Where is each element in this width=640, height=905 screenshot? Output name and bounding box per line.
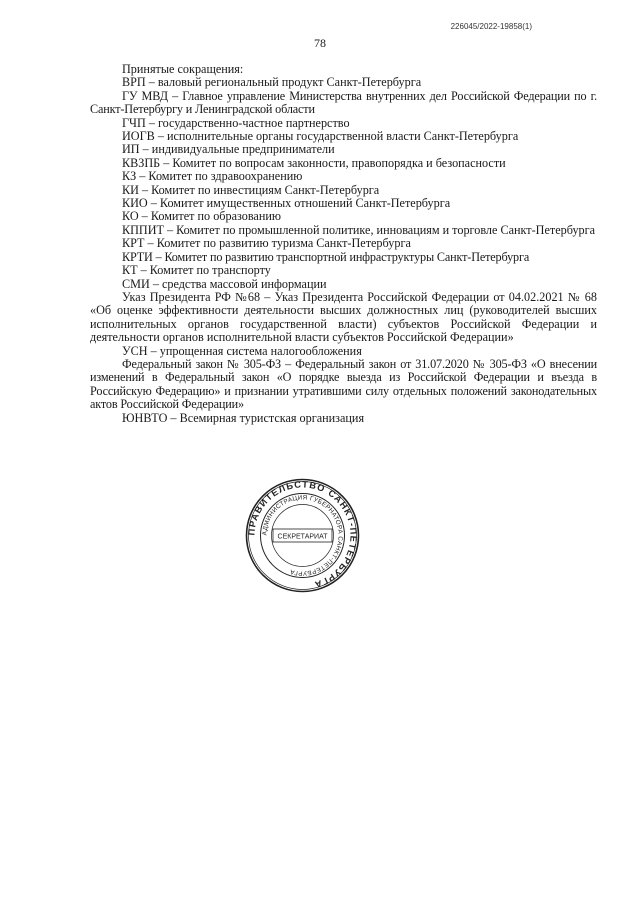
- abbreviation-item: ГУ МВД – Главное управление Министерства внутренних дел Российской Федерации по г. Санкт-Петербургу и Ленинградской области: [90, 88, 597, 117]
- abbreviation-item: ИП – индивидуальные предприниматели: [122, 142, 335, 157]
- page-number: 78: [314, 36, 326, 50]
- official-seal-stamp: [245, 478, 360, 593]
- svg-text:ПРАВИТЕЛЬСТВО САНКТ-ПЕТЕРБУРГА: ПРАВИТЕЛЬСТВО САНКТ-ПЕТЕРБУРГА: [246, 479, 359, 591]
- svg-text:АДМИНИСТРАЦИЯ ГУБЕРНАТОРА САНК: АДМИНИСТРАЦИЯ ГУБЕРНАТОРА САНКТ-ПЕТЕРБУРГА: [261, 494, 344, 577]
- abbreviation-item: УСН – упрощенная система налогообложения: [122, 343, 362, 358]
- abbreviation-item: ГЧП – государственно-частное партнерство: [122, 115, 350, 130]
- abbreviation-item: Указ Президента РФ №68 – Указ Президента Российской Федерации от 04.02.2021 № 68 «Об оценке эффективности деятельности высших должностных лиц (руководителей высших исполнительных органов государственной власти) субъектов Российской Федерации и деятельности органов исполнительной власти субъектов Российской Федерации»: [90, 289, 597, 345]
- document-id: 226045/2022-19858(1): [450, 22, 532, 31]
- abbreviations-heading: Принятые сокращения:: [122, 62, 244, 76]
- seal-icon: [245, 478, 360, 593]
- abbreviation-item: КО – Комитет по образованию: [122, 209, 281, 224]
- abbreviation-item: ВРП – валовый региональный продукт Санкт-Петербурга: [122, 75, 422, 90]
- abbreviation-item: Федеральный закон № 305-ФЗ – Федеральный закон от 31.07.2020 № 305-ФЗ «О внесении изменений в Федеральный закон «О порядке выезда из Российской Федерации и въезда в Российскую Федерацию» и признании утратившими силу отдельных положений законодательных актов Российской Федерации»: [90, 356, 597, 412]
- abbreviation-item: КППИТ – Комитет по промышленной политике, инновациям и торговле Санкт-Петербурга: [122, 222, 596, 237]
- abbreviation-item: ЮНВТО – Всемирная туристская организация: [122, 410, 365, 425]
- abbreviation-item: КРТ – Комитет по развитию туризма Санкт-Петербурга: [122, 236, 411, 251]
- abbreviation-item: КИ – Комитет по инвестициям Санкт-Петербурга: [122, 182, 380, 197]
- abbreviation-item: КВЗПБ – Комитет по вопросам законности, правопорядка и безопасности: [122, 155, 506, 170]
- abbreviation-item: КРТИ – Комитет по развитию транспортной инфраструктуры Санкт-Петербурга: [122, 249, 530, 264]
- abbreviation-item: КЗ – Комитет по здравоохранению: [122, 169, 303, 184]
- abbreviation-item: КТ – Комитет по транспорту: [122, 263, 271, 278]
- abbreviation-item: СМИ – средства массовой информации: [122, 276, 327, 291]
- svg-text:СЕКРЕТАРИАТ: СЕКРЕТАРИАТ: [277, 533, 328, 541]
- abbreviation-item: КИО – Комитет имущественных отношений Санкт-Петербурга: [122, 196, 451, 211]
- abbreviations-section: [90, 63, 597, 425]
- abbreviation-item: ИОГВ – исполнительные органы государственной власти Санкт-Петербурга: [122, 129, 519, 144]
